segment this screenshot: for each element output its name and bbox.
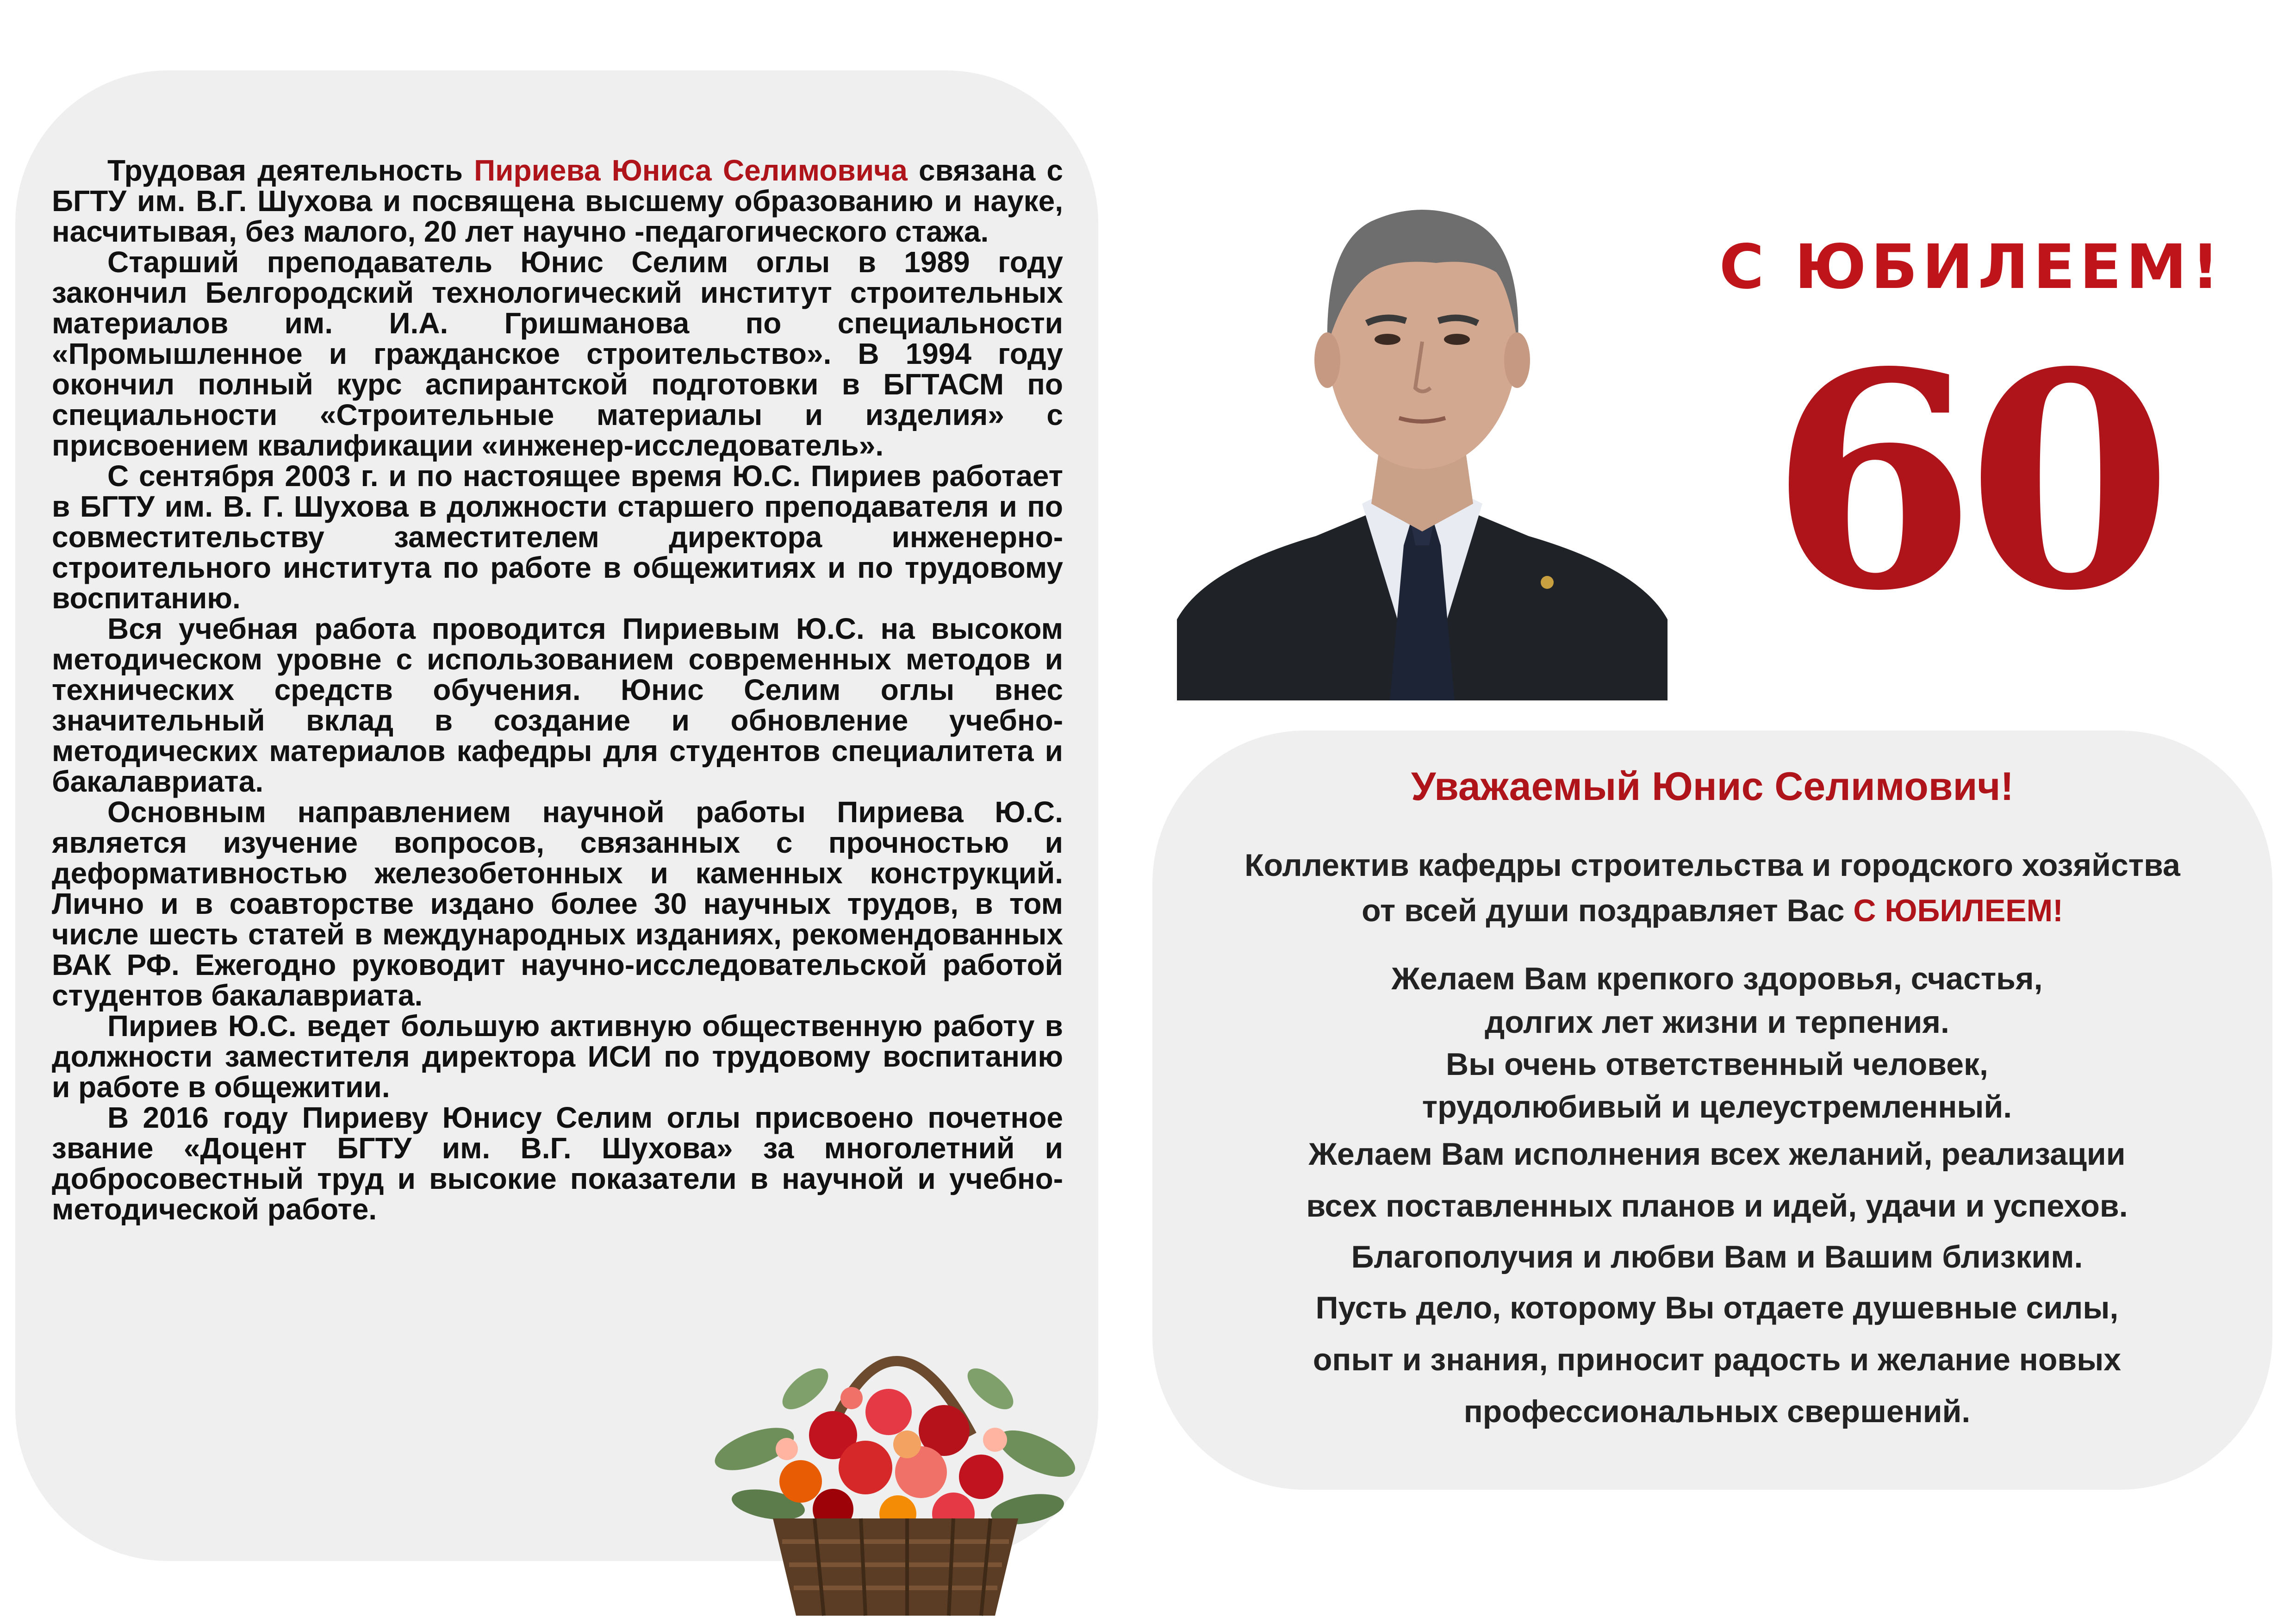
wish-line: Благополучия и любви Вам и Вашим близким. xyxy=(1351,1239,2083,1274)
portrait-photo xyxy=(1177,152,1668,700)
biography-text xyxy=(52,155,1063,1224)
intro-line-2 xyxy=(1152,888,2272,933)
bio-paragraph-5: Основным направлением научной работы Пириева Ю.С. является изучение вопросов, связанных с прочностью и деформативностью железобетонных и каменных конструкций. Лично и в соавторстве издано более 30 научных трудов, в том числе шесть статей в международных изданиях, рекомендованных ВАК РФ. Ежегодно руководит научно-исследовательской работой студентов бакалавриата. xyxy=(52,795,1063,1012)
bio-paragraph-1 xyxy=(52,155,1063,247)
bio-paragraph-3: С сентября 2003 г. и по настоящее время Ю.С. Пириев работает в БГТУ им. В. Г. Шухова в должности старшего преподавателя и по совместительству заместителем директора инженерно-строительного института по работе в общежитиях и по трудовому воспитанию. xyxy=(52,459,1063,615)
bio-paragraph-4: Вся учебная работа проводится Пириевым Ю.С. на высоком методическом уровне с использованием современных методов и технических средств обучения. Юнис Селим оглы внес значительный вклад в создание и обновление учебно-методических материалов кафедры для студентов специалитета и бакалавриата. xyxy=(52,612,1063,798)
wish-line: трудолюбивый и целеустремленный. xyxy=(1422,1089,2012,1124)
bio-paragraph-2: Старший преподаватель Юнис Селим оглы в 1989 году закончил Белгородский технологический институт строительных материалов им. И.А. Гришманова по специальности «Промышленное и гражданское строительство». В 1994 году окончил полный курс аспирантской подготовки в БГТАСМ по специальности «Строительные материалы и изделия» с присвоением квалификации «инженер-исследователь». xyxy=(52,245,1063,462)
jubilee-title: С ЮБИЛЕЕМ! xyxy=(1719,231,2224,303)
wish-line: опыт и знания, приносит радость и желание новых xyxy=(1313,1342,2122,1377)
wish-line: Желаем Вам исполнения всех желаний, реализации xyxy=(1308,1137,2126,1172)
wish-line: Вы очень ответственный человек, xyxy=(1446,1047,1988,1082)
age-number: 60 xyxy=(1770,307,2164,656)
flower-basket-image xyxy=(713,1296,1078,1620)
honoree-name: Пириева Юниса Селимовича xyxy=(474,154,908,187)
wishes-text xyxy=(1185,956,2249,1437)
intro-line-1: Коллектив кафедры строительства и городского хозяйства xyxy=(1244,848,2180,883)
wish-line: Пусть дело, которому Вы отдаете душевные силы, xyxy=(1315,1290,2119,1325)
bio-p1-end: связана с БГТУ им. В.Г. Шухова и посвящена высшему образованию и науке, насчитывая, без малого, 20 лет научно -педагогического стажа. xyxy=(52,154,1063,248)
intro-jubilee-text: С ЮБИЛЕЕМ! xyxy=(1853,893,2063,928)
intro-line-2-text: от всей души поздравляет Вас xyxy=(1362,893,1854,928)
wish-line: профессиональных свершений. xyxy=(1463,1394,1971,1429)
greeting-heading: Уважаемый Юнис Селимович! xyxy=(1411,764,2014,809)
bio-paragraph-6: Пириев Ю.С. ведет большую активную общественную работу в должности заместителя директора ИСИ по трудовому воспитанию и работе в общежитии. xyxy=(52,1009,1063,1104)
bio-p1-start: Трудовая деятельность xyxy=(107,154,474,187)
wish-line: Желаем Вам крепкого здоровья, счастья, xyxy=(1391,961,2043,996)
bio-paragraph-7: В 2016 году Пириеву Юнису Селим оглы присвоено почетное звание «Доцент БГТУ им. В.Г. Шухова» за многолетний и добросовестный труд и высокие показатели в научной и учебно-методической работе. xyxy=(52,1101,1063,1226)
wish-line: всех поставленных планов и идей, удачи и успехов. xyxy=(1306,1188,2128,1224)
greeting-intro xyxy=(1152,843,2272,933)
wish-line: долгих лет жизни и терпения. xyxy=(1485,1005,1949,1040)
